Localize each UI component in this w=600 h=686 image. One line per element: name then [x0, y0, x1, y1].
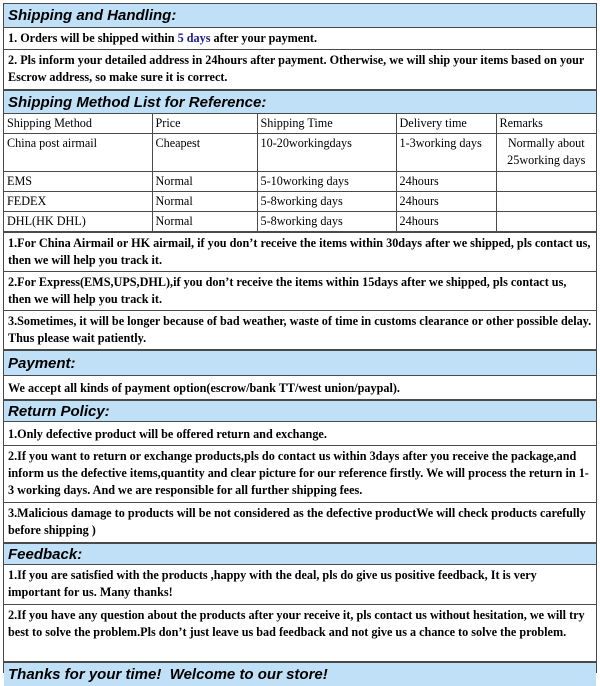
feedback-header: [4, 543, 596, 565]
table-cell: FEDEX: [4, 192, 152, 212]
table-header-cell: Remarks: [496, 114, 596, 134]
feedback-item-1: 1.If you are satisfied with the products ,happy with the deal, pls do give us positive feedback, It is very important for us. Many thanks!: [4, 565, 596, 605]
table-cell: [496, 172, 596, 192]
table-cell: 5-8working days: [257, 192, 396, 212]
shipping-days-highlight: 5 days: [177, 31, 211, 45]
shipping-line-2: 2. Pls inform your detailed address in 24hours after payment. Otherwise, we will ship your items based on your Escrow address, so make sure it is correct.: [4, 50, 596, 90]
table-cell: Normal: [152, 172, 257, 192]
table-header-cell: Shipping Time: [257, 114, 396, 134]
table-cell: [496, 192, 596, 212]
table-cell: Normally about 25working days: [496, 134, 596, 172]
table-header-cell: Delivery time: [396, 114, 496, 134]
footer-banner: [4, 662, 596, 686]
table-header-row: [4, 114, 596, 134]
shipping-handling-header: [4, 4, 596, 28]
shipping-note-2: 2.For Express(EMS,UPS,DHL),if you don’t receive the items within 15days after we shipped, pls contact us, then we will help you track it.: [4, 272, 596, 311]
return-policy-item-3: 3.Malicious damage to products will be not considered as the defective productWe will check products carefully before shipping ): [4, 503, 596, 543]
shipping-method-table-wrap: [4, 114, 596, 233]
footer-text: Thanks for your time! Welcome to our store!: [8, 666, 328, 683]
table-cell: China post airmail: [4, 134, 152, 172]
table-cell: 1-3working days: [396, 134, 496, 172]
payment-header: [4, 350, 596, 376]
table-cell: 24hours: [396, 172, 496, 192]
shipping-note-3: 3.Sometimes, it will be longer because of bad weather, waste of time in customs clearance or other possible delay. Thus please wait patiently.: [4, 311, 596, 350]
policy-document: [3, 3, 597, 683]
table-cell: Normal: [152, 212, 257, 232]
table-cell: Normal: [152, 192, 257, 212]
shipping-handling-title: Shipping and Handling:: [8, 7, 177, 24]
shipping-line-1-post: after your payment.: [210, 31, 318, 45]
shipping-method-header: [4, 90, 596, 114]
shipping-note-1: 1.For China Airmail or HK airmail, if you don’t receive the items within 30days after we shipped, pls contact us, then we will help you track it.: [4, 233, 596, 272]
return-policy-header: [4, 400, 596, 422]
table-cell: 5-10working days: [257, 172, 396, 192]
table-header-cell: Shipping Method: [4, 114, 152, 134]
return-policy-item-2: 2.If you want to return or exchange products,pls do contact us within 3days after you receive the package,and inform us the defective items,quantity and clear picture for our reference firstly. We will process the return in 1-3 working days. And we are responsible for all further shipping fees.: [4, 446, 596, 503]
return-policy-title: Return Policy:: [8, 402, 110, 420]
shipping-method-table: [4, 114, 596, 232]
return-policy-item-1: 1.Only defective product will be offered return and exchange.: [4, 422, 596, 446]
table-cell: 5-8working days: [257, 212, 396, 232]
table-cell: 10-20workingdays: [257, 134, 396, 172]
shipping-method-title: Shipping Method List for Reference:: [8, 93, 267, 111]
table-cell: 24hours: [396, 212, 496, 232]
payment-text: We accept all kinds of payment option(escrow/bank TT/west union/paypal).: [4, 376, 596, 400]
table-cell: DHL(HK DHL): [4, 212, 152, 232]
shipping-line-1-pre: 1. Orders will be shipped within: [8, 31, 178, 45]
payment-title: Payment:: [8, 354, 76, 372]
table-row: [4, 192, 596, 212]
table-header-cell: Price: [152, 114, 257, 134]
table-row: [4, 172, 596, 192]
table-cell: EMS: [4, 172, 152, 192]
table-cell: 24hours: [396, 192, 496, 212]
table-row: [4, 212, 596, 232]
table-row: [4, 134, 596, 172]
table-cell: [496, 212, 596, 232]
feedback-item-2: 2.If you have any question about the products after your receive it, pls contact us without hesitation, we will try best to solve the problem.Pls don’t just leave us bad feedback and not give us a chance to solve the problem.: [4, 605, 596, 662]
table-cell: Cheapest: [152, 134, 257, 172]
shipping-line-1: [4, 28, 596, 50]
feedback-title: Feedback:: [8, 545, 83, 563]
